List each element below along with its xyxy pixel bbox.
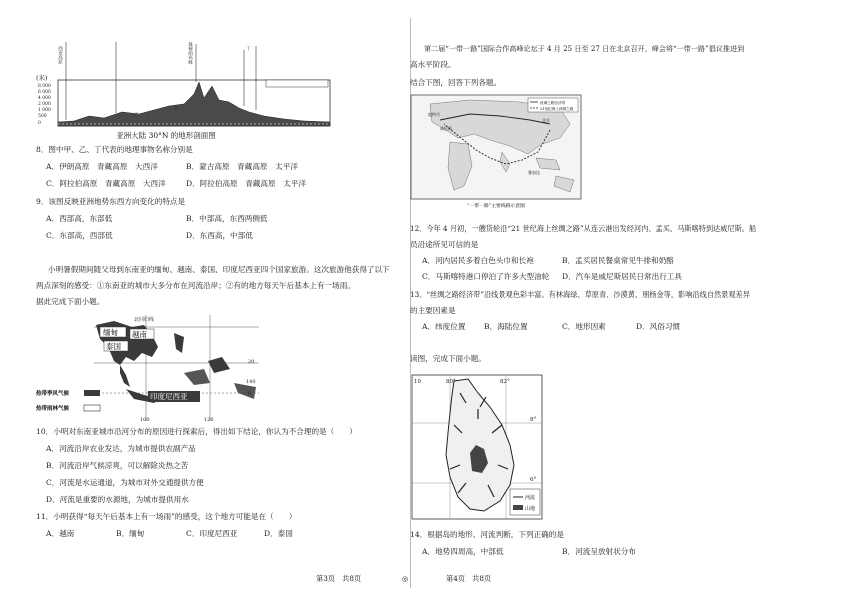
q13-option-a[interactable]: A．纬度位置 (422, 322, 466, 331)
q12-option-b[interactable]: B．孟买居民餐桌常见牛排和奶酪 (562, 256, 674, 265)
y-tick: 8 000 (38, 84, 51, 89)
q8-option-b[interactable]: B．蒙古高原 青藏高原 太平洋 (186, 162, 298, 171)
region-label: 丙 (174, 107, 179, 112)
question-12-stem: 12．今年 4 月初，一艘货轮沿“21 世纪海上丝绸之路”从连云港出发经河内、孟买、马斯喀特到达威尼斯。船 (410, 224, 757, 233)
map-coord: 10 (414, 379, 421, 385)
q14-option-b[interactable]: B．河流呈放射状分布 (562, 547, 636, 556)
question-14-stem: 14．根据岛的地形、河流判断，下列正确的是 (410, 530, 564, 539)
y-tick: 1 000 (38, 108, 51, 113)
legend-belt: 丝绸之路经济带 (540, 101, 566, 105)
sri-lanka-map (410, 373, 544, 521)
map-coord: 8° (530, 417, 537, 423)
q11-option-d[interactable]: D．泰国 (264, 529, 293, 538)
map-place: 威尼斯 (440, 126, 452, 131)
q8-option-c[interactable]: C．阿拉伯高原 青藏高原 大西洋 (46, 179, 166, 188)
southeast-asia-map (34, 313, 264, 423)
q10-option-a[interactable]: A．河流沿岸农业发达，为城市提供农副产品 (46, 444, 196, 453)
terrain-profile-svg (34, 36, 334, 141)
map-coord: 140 (246, 379, 256, 385)
map-place: 雅加达 (528, 170, 540, 175)
passage-line: 结合下图，回答下列各题。 (410, 78, 502, 87)
q10-option-d[interactable]: D．河流是重要的水源地，为城市提供用水 (46, 495, 189, 504)
map-label-vietnam: 越南 (132, 330, 147, 339)
question-12-stem: 员沿途所见可信的是 (410, 240, 479, 249)
q12-option-c[interactable]: C．马斯喀特港口停泊了许多大型油轮 (422, 272, 550, 281)
terrain-profile-figure (34, 36, 334, 141)
map-label-thailand: 泰国 (106, 342, 121, 351)
page-footer-left: 第3页 共8页 (316, 574, 362, 583)
belt-road-map-svg (410, 94, 582, 210)
q9-option-c[interactable]: C．东部高，西部低 (46, 231, 113, 240)
map-place: 鹿特丹 (428, 112, 440, 117)
map-coord: 80° (446, 379, 456, 385)
y-tick: 2 000 (38, 102, 51, 107)
peak-label: 珠穆朗玛峰 (187, 42, 193, 65)
map-label-myanmar: 缅甸 (103, 328, 118, 337)
q11-option-c[interactable]: C．印度尼西亚 (186, 529, 238, 538)
question-11-stem: 11．小明获得“每天午后基本上有一场雨”的感受，这个地方可能是在（ ） (36, 512, 297, 521)
y-unit-label: (米) (36, 74, 48, 82)
map-coord: 120 (204, 417, 214, 423)
page-footer-right: 第4页 共8页 (446, 574, 492, 583)
belt-road-map (410, 94, 582, 210)
figure-caption: 亚洲大陆 30°N 的地形剖面图 (116, 131, 216, 140)
peak-label: 西亚高原 (57, 46, 63, 64)
q13-option-d[interactable]: D．风俗习惯 (636, 322, 681, 331)
legend-road: 21世纪海上丝绸之路 (540, 107, 574, 111)
y-tick: 0 (38, 121, 41, 126)
q13-option-c[interactable]: C．地形因素 (562, 322, 606, 331)
y-tick: 500 (38, 114, 47, 119)
map-coord: 6° (530, 477, 537, 483)
y-tick: 4 000 (38, 96, 51, 101)
region-label: 丁 (245, 46, 251, 51)
q14-option-a[interactable]: A．地势四周高，中部低 (422, 547, 504, 556)
q10-option-b[interactable]: B．河流沿岸气候凉爽，可以解除炎热之苦 (46, 461, 189, 470)
y-tick: 6 000 (38, 90, 51, 95)
sri-lanka-map-svg (410, 373, 544, 521)
q9-option-d[interactable]: D．东西高，中部低 (186, 231, 253, 240)
q9-option-b[interactable]: B．中部高，东西两侧低 (186, 214, 268, 223)
map-coord: 0 (248, 391, 252, 397)
passage-line: 第二届“一带一路”国际合作高峰论坛于 4 月 25 日至 27 日在北京召开，峰会将“一带一路”倡议推进到 (424, 44, 745, 53)
q13-option-b[interactable]: B．海陆位置 (484, 322, 528, 331)
question-13-stem: 13．“丝绸之路经济带”沿线景观色彩丰富。有林海绿、草原青、沙漠黄、朋杨金等，影响沿线自然景观差异 (410, 290, 750, 299)
passage-line: 读图，完成下面小题。 (410, 354, 486, 363)
map-coord: 北回归线 (134, 317, 155, 323)
passage-line: 据此完成下面小题。 (36, 297, 105, 306)
center-mark: ◎ (402, 574, 409, 583)
question-13-stem: 的主要因素是 (410, 306, 456, 315)
q11-option-a[interactable]: A．越南 (46, 529, 75, 538)
q8-option-a[interactable]: A．伊朗高原 青藏高原 大西洋 (46, 162, 158, 171)
legend-river: 河流 (525, 495, 536, 501)
figure-caption: “一带一路”主要线路示意图 (467, 204, 525, 209)
map-coord: 100 (140, 417, 150, 423)
q8-option-d[interactable]: D．阿拉伯高原 青藏高原 太平洋 (186, 179, 306, 188)
q12-option-d[interactable]: D．汽车是威尼斯居民日常出行工具 (562, 272, 682, 281)
map-place: 北京 (542, 118, 550, 123)
legend-monsoon-label: 热带季风气候 (36, 391, 70, 397)
q12-option-a[interactable]: A．河内居民多着白色头巾和长袍 (422, 256, 534, 265)
passage-line: 两点深刻的感受：①东南亚的城市大多分布在河流沿岸；②有的地方每天午后基本上有一场雨。 (36, 281, 355, 290)
southeast-asia-map-svg (34, 313, 264, 423)
map-label-indonesia: 印度尼西亚 (150, 392, 188, 401)
passage-line: 高水平阶段。 (410, 60, 456, 69)
passage-line: 小明暑假期间随父母到东南亚的缅甸、越南、泰国、印度尼西亚四个国家旅游。这次旅游他获得了以下 (48, 265, 390, 274)
q10-option-c[interactable]: C．河流是水运通道，为城市对外交通提供方便 (46, 478, 204, 487)
q9-option-a[interactable]: A．西部高，东部低 (46, 214, 113, 223)
legend-mountain: 山地 (525, 506, 536, 512)
map-coord: 82° (500, 379, 510, 385)
question-8-stem: 8．图中甲、乙、丁代表的地理事物名称分别是 (36, 145, 193, 154)
map-coord: 20 (248, 359, 255, 365)
q11-option-b[interactable]: B．缅甸 (116, 529, 145, 538)
region-label: 乙 (134, 113, 139, 118)
legend-rainforest-label: 热带雨林气候 (36, 406, 70, 412)
question-9-stem: 9．该图反映亚洲地势东西方向变化的特点是 (36, 197, 186, 206)
question-10-stem: 10．小明对东南亚城市沿河分布的原因进行探索后，得出如下结论，你认为不合理的是（ ） (36, 427, 358, 436)
